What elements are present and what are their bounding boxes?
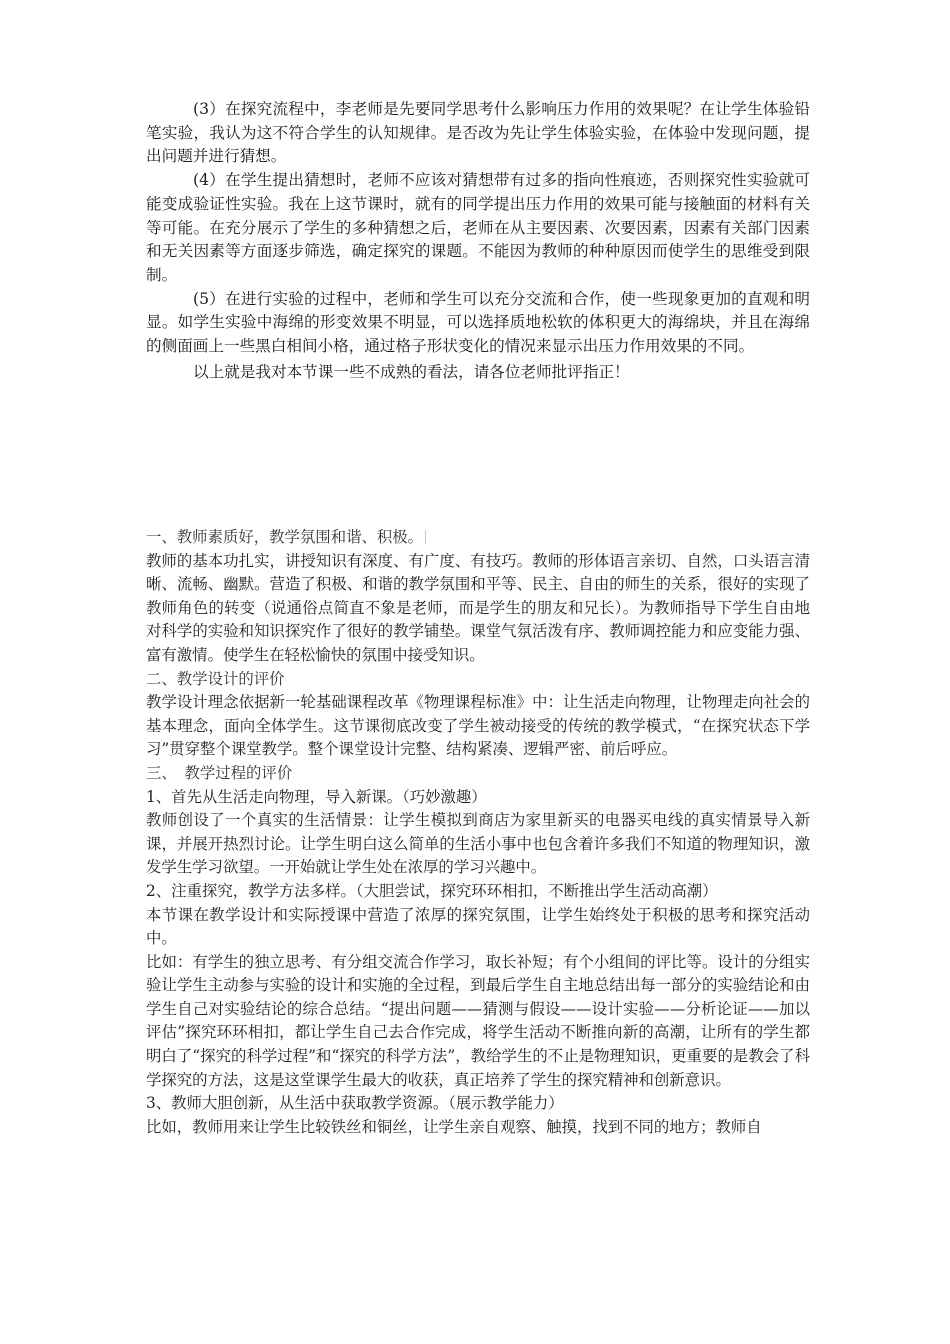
subheading-innovation: 3、教师大胆创新，从生活中获取教学资源。（展示教学能力） — [146, 1094, 564, 1113]
paragraph-5: (5）在进行实验的过程中，老师和学生可以充分交流和合作，使一些现象更加的直观和明显。如学生实验中海绵的形变效果不明显，可以选择质地松软的体积更大的海绵块，并且在海绵的侧面画上一些黑白相间小格，通过格子形状变化的情况来显示出压力作用效果的不同。 — [146, 289, 810, 356]
section-bottom — [146, 526, 810, 1139]
section-top — [146, 98, 810, 384]
paragraph-innovation: 比如，教师用来让学生比较铁丝和铜丝，让学生亲自观察、触摸，找到不同的地方；教师自 — [146, 1117, 762, 1136]
heading-design-evaluation: 二、教学设计的评价 — [146, 669, 285, 688]
text-cursor — [425, 530, 427, 544]
subheading-inquiry: 2、注重探究，教学方法多样。（大胆尝试，探究环环相扣，不断推出学生活动高潮） — [146, 881, 718, 900]
heading-teacher-quality-text: 一、教师素质好，教学氛围和谐、积极。 — [146, 528, 424, 546]
paragraph-design-evaluation: 教学设计理念依据新一轮基础课程改革《物理课程标准》中：让生活走向物理，让物理走向社会的基本理念，面向全体学生。这节课彻底改变了学生被动接受的传统的教学模式，“在探究状态下学习”贯穿整个课堂教学。整个课堂设计完整、结构紧凑、逻辑严密、前后呼应。 — [146, 693, 810, 759]
paragraph-4: (4）在学生提出猜想时，老师不应该对猜想带有过多的指向性痕迹，否则探究性实验就可能变成验证性实验。我在上这节课时，就有的同学提出压力作用的效果可能与接触面的材料有关等可能。在充分展示了学生的多种猜想之后，老师在从主要因素、次要因素，因素有关部门因素和无关因素等方面逐步筛选，确定探究的课题。不能因为教师的种种原因而使学生的思维受到限制。 — [146, 171, 810, 284]
paragraph-inquiry-atmosphere: 本节课在教学设计和实际授课中营造了浓厚的探究氛围，让学生始终处于积极的思考和探究活动中。 — [146, 905, 810, 948]
heading-teacher-quality — [146, 526, 810, 550]
closing-remark: 以上就是我对本节课一些不成熟的看法，请各位老师批评指正！ — [193, 362, 630, 381]
paragraph-teacher-quality: 教师的基本功扎实，讲授知识有深度、有广度、有技巧。教师的形体语言亲切、自然，口头语言清晰、流畅、幽默。营造了积极、和谐的教学氛围和平等、民主、自由的师生的关系，很好的实现了教师角色的转变（说通俗点简直不象是老师，而是学生的朋友和兄长）。为教师指导下学生自由地对科学的实验和知识探究作了很好的教学铺垫。课堂气氛活泼有序、教师调控能力和应变能力强、富有激情。使学生在轻松愉快的氛围中接受知识。 — [146, 551, 810, 664]
paragraph-inquiry-example: 比如：有学生的独立思考、有分组交流合作学习，取长补短；有个小组间的评比等。设计的分组实验让学生主动参与实验的设计和实施的全过程，到最后学生自主地总结出每一部分的实验结论和由学生自己对实验结论的综合总结。“提出问题——猜测与假设——设计实验——分析论证——加以评估”探究环环相扣，都让学生自己去合作完成，将学生活动不断推向新的高潮，让所有的学生都明白了“探究的科学过程”和“探究的科学方法”，教给学生的不止是物理知识，更重要的是教会了科学探究的方法，这是这堂课学生最大的收获，真正培养了学生的探究精神和创新意识。 — [146, 952, 810, 1089]
subheading-life-to-physics: 1、首先从生活走向物理，导入新课。（巧妙激趣） — [146, 787, 487, 806]
heading-process-evaluation: 三、 教学过程的评价 — [146, 763, 293, 782]
paragraph-life-to-physics: 教师创设了一个真实的生活情景：让学生模拟到商店为家里新买的电器买电线的真实情景导入新课，并展开热烈讨论。让学生明白这么简单的生活小事中也包含着许多我们不知道的物理知识，激发学生学习欲望。一开始就让学生处在浓厚的学习兴趣中。 — [146, 811, 810, 877]
paragraph-3: (3）在探究流程中，李老师是先要同学思考什么影响压力作用的效果呢？在让学生体验铅笔实验，我认为这不符合学生的认知规律。是否改为先让学生体验实验，在体验中发现问题，提出问题并进行猜想。 — [146, 100, 810, 166]
